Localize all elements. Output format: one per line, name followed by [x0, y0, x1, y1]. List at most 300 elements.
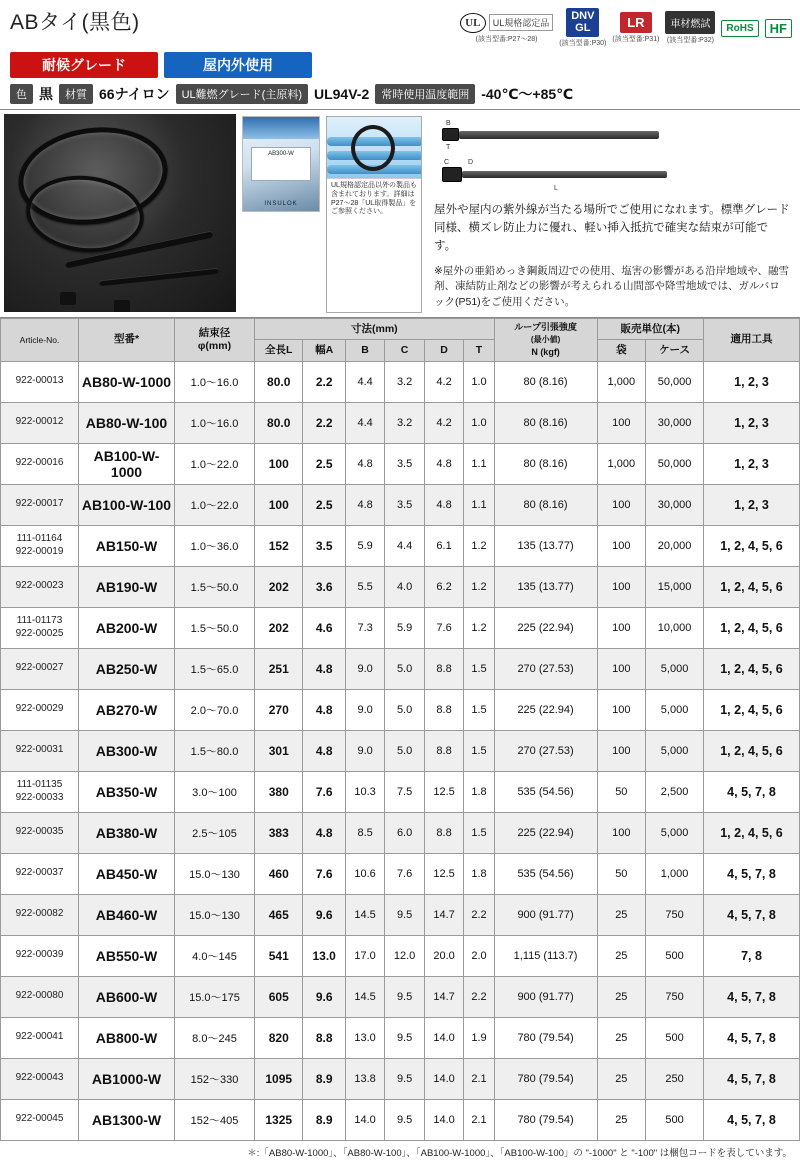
cell-model: AB300-W	[79, 730, 175, 771]
cell-pack-bag: 100	[597, 648, 646, 689]
cell-dim-t: 1.8	[464, 771, 494, 812]
cell-dim-b: 17.0	[345, 935, 384, 976]
spec-value-temp-range: -40℃～+85℃	[481, 86, 574, 103]
cell-model: AB460-W	[79, 894, 175, 935]
cell-article-no: 922-00013	[1, 361, 79, 402]
cell-dim-b: 4.4	[345, 361, 384, 402]
cell-diameter: 15.0～175	[175, 976, 255, 1017]
ul-certification-badge	[460, 13, 554, 44]
cell-diameter: 2.0～70.0	[175, 689, 255, 730]
spec-tag-material: 材質	[59, 84, 93, 104]
cell-loop-strength: 535 (54.56)	[494, 853, 597, 894]
cell-dim-t: 2.2	[464, 894, 494, 935]
cell-dim-t: 1.1	[464, 443, 494, 484]
cell-tools: 1, 2, 3	[704, 443, 800, 484]
cell-dim-c: 9.5	[385, 1058, 424, 1099]
cell-loop-strength: 80 (8.16)	[494, 402, 597, 443]
cell-dim-c: 5.0	[385, 730, 424, 771]
description-note: ※屋外の亜鉛めっき鋼鈑周辺での使用、塩害の影響がある沿岸地域や、融雪剤、凍結防止剤などの影響が考えられる山間部や降雪地域では、ガルバロック(P51)をご使用ください。	[434, 264, 789, 309]
cell-length: 1325	[255, 1099, 303, 1140]
cell-pack-case: 30,000	[646, 484, 704, 525]
cell-length: 1095	[255, 1058, 303, 1099]
cell-dim-d: 14.7	[424, 894, 463, 935]
cell-width-a: 2.2	[303, 361, 345, 402]
cell-dim-b: 9.0	[345, 648, 384, 689]
cell-pack-bag: 50	[597, 853, 646, 894]
cell-length: 80.0	[255, 402, 303, 443]
table-row	[1, 361, 800, 402]
cell-model: AB150-W	[79, 525, 175, 566]
product-spec-table	[0, 318, 800, 1141]
cell-dim-b: 14.0	[345, 1099, 384, 1140]
th-dim-l: 全長L	[255, 340, 303, 361]
cell-length: 820	[255, 1017, 303, 1058]
cell-article-no: 922-00039	[1, 935, 79, 976]
table-row	[1, 894, 800, 935]
spec-value-ul-grade: UL94V-2	[313, 86, 370, 103]
weather-grade-tag: 耐候グレード	[10, 52, 158, 78]
th-tools: 適用工具	[704, 318, 800, 361]
cell-dim-c: 3.2	[385, 361, 424, 402]
page-title: ABタイ(黒色)	[10, 11, 140, 34]
description-block	[426, 110, 800, 317]
ul-note-text: UL規格認定品以外の製品も含まれております。詳細はP27～28「UL取得製品」をご参照ください。	[331, 182, 417, 216]
cell-dim-c: 9.5	[385, 894, 424, 935]
cell-diameter: 1.0～36.0	[175, 525, 255, 566]
cell-model: AB80-W-1000	[79, 361, 175, 402]
cell-dim-t: 1.0	[464, 402, 494, 443]
cell-tools: 1, 2, 4, 5, 6	[704, 525, 800, 566]
cell-length: 100	[255, 443, 303, 484]
drawing-label-c: C	[444, 159, 450, 167]
cell-dim-c: 7.5	[385, 771, 424, 812]
cell-tools: 4, 5, 7, 8	[704, 771, 800, 812]
cell-pack-bag: 100	[597, 402, 646, 443]
cell-model: AB600-W	[79, 976, 175, 1017]
cell-width-a: 7.6	[303, 853, 345, 894]
table-row	[1, 976, 800, 1017]
cell-dim-d: 8.8	[424, 812, 463, 853]
cell-length: 100	[255, 484, 303, 525]
cell-pack-case: 500	[646, 1099, 704, 1140]
usage-grade-tag: 屋内外使用	[164, 52, 312, 78]
cell-pack-case: 2,500	[646, 771, 704, 812]
cell-article-no: 111-01164 922-00019	[1, 525, 79, 566]
cell-dim-c: 3.2	[385, 402, 424, 443]
cell-dim-b: 10.3	[345, 771, 384, 812]
ul-note: (該当型番:P27～28)	[475, 35, 538, 43]
cell-length: 605	[255, 976, 303, 1017]
table-row	[1, 1058, 800, 1099]
cell-tools: 1, 2, 3	[704, 402, 800, 443]
table-row	[1, 1099, 800, 1140]
cell-pack-bag: 25	[597, 976, 646, 1017]
cell-model: AB350-W	[79, 771, 175, 812]
cell-dim-c: 5.0	[385, 648, 424, 689]
cell-diameter: 3.0～100	[175, 771, 255, 812]
cell-dim-t: 1.0	[464, 361, 494, 402]
cell-width-a: 13.0	[303, 935, 345, 976]
cell-length: 152	[255, 525, 303, 566]
cell-dim-c: 3.5	[385, 484, 424, 525]
spec-tag-color: 色	[10, 84, 33, 104]
cell-article-no: 922-00082	[1, 894, 79, 935]
drawing-label-t: T	[446, 144, 451, 152]
cell-tools: 4, 5, 7, 8	[704, 1017, 800, 1058]
th-diameter: 結束径 φ(mm)	[175, 318, 255, 361]
cell-loop-strength: 1,115 (113.7)	[494, 935, 597, 976]
cell-dim-c: 7.6	[385, 853, 424, 894]
cell-dim-d: 8.8	[424, 648, 463, 689]
cell-diameter: 1.5～50.0	[175, 607, 255, 648]
cell-pack-case: 750	[646, 976, 704, 1017]
cell-width-a: 9.6	[303, 976, 345, 1017]
cell-width-a: 4.8	[303, 730, 345, 771]
grade-tags	[0, 48, 800, 78]
cell-model: AB100-W-1000	[79, 443, 175, 484]
cell-dim-c: 5.0	[385, 689, 424, 730]
cell-article-no: 111-01173 922-00025	[1, 607, 79, 648]
cell-model: AB100-W-100	[79, 484, 175, 525]
cell-pack-case: 15,000	[646, 566, 704, 607]
cell-width-a: 4.8	[303, 689, 345, 730]
cell-dim-c: 12.0	[385, 935, 424, 976]
cell-article-no: 922-00043	[1, 1058, 79, 1099]
spec-tag-ul-grade: UL難燃グレード(主原料)	[176, 84, 308, 104]
th-dim-a: 幅A	[303, 340, 345, 361]
table-row	[1, 730, 800, 771]
ul-icon: UL	[460, 13, 486, 33]
th-article-no: Article-No.	[1, 318, 79, 361]
flame-test-badge	[665, 11, 715, 45]
cell-dim-d: 20.0	[424, 935, 463, 976]
cell-dim-c: 3.5	[385, 443, 424, 484]
cell-pack-bag: 100	[597, 607, 646, 648]
table-row	[1, 935, 800, 976]
table-row	[1, 1017, 800, 1058]
lr-icon: LR	[620, 12, 651, 33]
cell-tools: 4, 5, 7, 8	[704, 894, 800, 935]
package-photo	[242, 116, 320, 212]
cell-tools: 4, 5, 7, 8	[704, 1099, 800, 1140]
cell-article-no: 922-00012	[1, 402, 79, 443]
cell-diameter: 1.5～80.0	[175, 730, 255, 771]
lr-certification-badge	[612, 12, 659, 44]
cell-dim-b: 9.0	[345, 730, 384, 771]
cell-model: AB1000-W	[79, 1058, 175, 1099]
ul-note-box	[326, 116, 422, 313]
cell-width-a: 9.6	[303, 894, 345, 935]
cell-width-a: 2.2	[303, 402, 345, 443]
th-pack-unit: 販売単位(本)	[597, 318, 704, 339]
cell-diameter: 15.0～130	[175, 894, 255, 935]
table-row	[1, 484, 800, 525]
cell-loop-strength: 900 (91.77)	[494, 976, 597, 1017]
cell-dim-t: 2.2	[464, 976, 494, 1017]
cell-loop-strength: 135 (13.77)	[494, 566, 597, 607]
th-model: 型番*	[79, 318, 175, 361]
cell-pack-case: 50,000	[646, 361, 704, 402]
page-header	[0, 0, 800, 48]
cell-model: AB80-W-100	[79, 402, 175, 443]
cell-diameter: 15.0～130	[175, 853, 255, 894]
cell-dim-t: 2.1	[464, 1099, 494, 1140]
cell-tools: 4, 5, 7, 8	[704, 853, 800, 894]
th-dim-c: C	[385, 340, 424, 361]
cell-dim-d: 12.5	[424, 771, 463, 812]
cell-loop-strength: 135 (13.77)	[494, 525, 597, 566]
cell-width-a: 7.6	[303, 771, 345, 812]
package-brand: INSULOK	[264, 201, 298, 208]
package-label: AB300-W	[251, 147, 311, 181]
media-band	[0, 110, 800, 318]
drawing-label-b: B	[446, 120, 451, 128]
cell-pack-bag: 100	[597, 566, 646, 607]
cell-dim-d: 6.1	[424, 525, 463, 566]
cell-dim-d: 8.8	[424, 730, 463, 771]
cell-model: AB270-W	[79, 689, 175, 730]
cell-dim-b: 5.9	[345, 525, 384, 566]
cell-pack-bag: 25	[597, 1017, 646, 1058]
cell-dim-t: 1.2	[464, 607, 494, 648]
cell-model: AB250-W	[79, 648, 175, 689]
cell-article-no: 922-00080	[1, 976, 79, 1017]
cell-tools: 4, 5, 7, 8	[704, 976, 800, 1017]
cell-diameter: 1.0～16.0	[175, 402, 255, 443]
cell-loop-strength: 80 (8.16)	[494, 443, 597, 484]
cell-width-a: 4.8	[303, 812, 345, 853]
table-row	[1, 689, 800, 730]
drawing-top-view	[434, 118, 724, 152]
cell-pack-bag: 100	[597, 689, 646, 730]
cell-dim-b: 4.8	[345, 484, 384, 525]
cell-width-a: 4.6	[303, 607, 345, 648]
table-row	[1, 853, 800, 894]
rohs-badge	[721, 20, 758, 37]
flame-test-icon: 車材燃試	[665, 11, 715, 34]
cell-dim-t: 2.0	[464, 935, 494, 976]
cell-pack-bag: 100	[597, 730, 646, 771]
cell-model: AB550-W	[79, 935, 175, 976]
cell-article-no: 922-00023	[1, 566, 79, 607]
th-dim-t: T	[464, 340, 494, 361]
cell-loop-strength: 80 (8.16)	[494, 484, 597, 525]
cell-diameter: 1.0～22.0	[175, 443, 255, 484]
cell-pack-case: 20,000	[646, 525, 704, 566]
cell-article-no: 922-00027	[1, 648, 79, 689]
cell-pack-case: 50,000	[646, 443, 704, 484]
cell-loop-strength: 780 (79.54)	[494, 1017, 597, 1058]
cell-dim-b: 14.5	[345, 894, 384, 935]
cell-length: 270	[255, 689, 303, 730]
spec-bar	[0, 78, 800, 110]
cell-pack-case: 750	[646, 894, 704, 935]
cell-pack-bag: 25	[597, 935, 646, 976]
cell-article-no: 922-00037	[1, 853, 79, 894]
cell-loop-strength: 225 (22.94)	[494, 812, 597, 853]
cell-model: AB1300-W	[79, 1099, 175, 1140]
cell-article-no: 922-00031	[1, 730, 79, 771]
lr-note: (該当型番:P31)	[612, 36, 660, 44]
cell-width-a: 8.9	[303, 1058, 345, 1099]
cell-diameter: 8.0～245	[175, 1017, 255, 1058]
cell-tools: 4, 5, 7, 8	[704, 1058, 800, 1099]
cell-article-no: 922-00035	[1, 812, 79, 853]
cell-pack-case: 250	[646, 1058, 704, 1099]
cell-tools: 1, 2, 4, 5, 6	[704, 607, 800, 648]
cell-dim-c: 9.5	[385, 976, 424, 1017]
drawing-label-l: L	[554, 185, 558, 193]
cell-dim-d: 4.8	[424, 443, 463, 484]
cell-dim-t: 1.9	[464, 1017, 494, 1058]
cell-dim-d: 14.7	[424, 976, 463, 1017]
cell-pack-case: 5,000	[646, 812, 704, 853]
cell-dim-d: 6.2	[424, 566, 463, 607]
cell-dim-d: 8.8	[424, 689, 463, 730]
cell-dim-t: 1.2	[464, 525, 494, 566]
cell-tools: 1, 2, 4, 5, 6	[704, 566, 800, 607]
cell-diameter: 1.0～16.0	[175, 361, 255, 402]
cell-tools: 1, 2, 4, 5, 6	[704, 812, 800, 853]
cell-loop-strength: 535 (54.56)	[494, 771, 597, 812]
cell-diameter: 1.5～50.0	[175, 566, 255, 607]
cell-tools: 1, 2, 4, 5, 6	[704, 730, 800, 771]
cell-dim-b: 7.3	[345, 607, 384, 648]
cell-dim-d: 14.0	[424, 1017, 463, 1058]
spec-value-material: 66ナイロン	[99, 86, 170, 103]
cell-dim-c: 5.9	[385, 607, 424, 648]
cell-width-a: 4.8	[303, 648, 345, 689]
cell-pack-bag: 1,000	[597, 443, 646, 484]
cell-model: AB800-W	[79, 1017, 175, 1058]
cell-article-no: 922-00029	[1, 689, 79, 730]
table-row	[1, 648, 800, 689]
cell-dim-d: 4.2	[424, 402, 463, 443]
cell-model: AB190-W	[79, 566, 175, 607]
cell-dim-b: 13.0	[345, 1017, 384, 1058]
cell-dim-d: 12.5	[424, 853, 463, 894]
th-loop-strength: ループ引張強度 (最小値) N (kgf)	[494, 318, 597, 361]
cell-dim-t: 2.1	[464, 1058, 494, 1099]
cell-loop-strength: 270 (27.53)	[494, 648, 597, 689]
cell-article-no: 922-00045	[1, 1099, 79, 1140]
cell-length: 202	[255, 607, 303, 648]
cell-width-a: 8.9	[303, 1099, 345, 1140]
cell-pack-case: 5,000	[646, 648, 704, 689]
cell-dim-b: 4.4	[345, 402, 384, 443]
cell-dim-t: 1.5	[464, 730, 494, 771]
dnv-gl-certification-badge	[559, 8, 606, 48]
cell-pack-bag: 100	[597, 812, 646, 853]
table-row	[1, 771, 800, 812]
cell-dim-c: 4.4	[385, 525, 424, 566]
cell-loop-strength: 780 (79.54)	[494, 1099, 597, 1140]
cell-pack-case: 5,000	[646, 730, 704, 771]
cell-pack-case: 500	[646, 1017, 704, 1058]
drawing-label-d: D	[468, 159, 474, 167]
th-pack-bag: 袋	[597, 340, 646, 361]
cell-model: AB380-W	[79, 812, 175, 853]
cell-length: 202	[255, 566, 303, 607]
spec-tag-temp-range: 常時使用温度範囲	[375, 84, 475, 104]
cell-length: 251	[255, 648, 303, 689]
cell-length: 301	[255, 730, 303, 771]
cell-pack-case: 5,000	[646, 689, 704, 730]
cell-length: 383	[255, 812, 303, 853]
cell-tools: 1, 2, 3	[704, 484, 800, 525]
th-dim-d: D	[424, 340, 463, 361]
rohs-icon: RoHS	[721, 20, 758, 37]
cell-dim-d: 14.0	[424, 1058, 463, 1099]
cell-diameter: 152～405	[175, 1099, 255, 1140]
th-pack-case: ケース	[646, 340, 704, 361]
cell-dim-d: 4.2	[424, 361, 463, 402]
cell-width-a: 2.5	[303, 484, 345, 525]
table-row	[1, 402, 800, 443]
cell-length: 380	[255, 771, 303, 812]
cell-dim-c: 9.5	[385, 1017, 424, 1058]
cell-dim-t: 1.5	[464, 648, 494, 689]
cell-dim-d: 4.8	[424, 484, 463, 525]
cell-model: AB200-W	[79, 607, 175, 648]
cell-loop-strength: 900 (91.77)	[494, 894, 597, 935]
application-illustration	[327, 117, 421, 179]
cell-pack-bag: 25	[597, 894, 646, 935]
table-row	[1, 443, 800, 484]
cell-dim-b: 13.8	[345, 1058, 384, 1099]
cell-dim-b: 4.8	[345, 443, 384, 484]
cell-pack-bag: 1,000	[597, 361, 646, 402]
cell-model: AB450-W	[79, 853, 175, 894]
cell-dim-c: 9.5	[385, 1099, 424, 1140]
cell-dim-d: 7.6	[424, 607, 463, 648]
cell-article-no: 922-00041	[1, 1017, 79, 1058]
cell-tools: 1, 2, 3	[704, 361, 800, 402]
cell-length: 80.0	[255, 361, 303, 402]
cell-dim-t: 1.5	[464, 812, 494, 853]
cell-tools: 7, 8	[704, 935, 800, 976]
cell-pack-case: 30,000	[646, 402, 704, 443]
cell-diameter: 152～330	[175, 1058, 255, 1099]
cell-loop-strength: 225 (22.94)	[494, 689, 597, 730]
dnv-gl-note: (該当型番:P30)	[559, 40, 607, 48]
cell-pack-case: 500	[646, 935, 704, 976]
cell-loop-strength: 80 (8.16)	[494, 361, 597, 402]
ul-label: UL規格認定品	[489, 14, 554, 31]
cell-pack-bag: 25	[597, 1058, 646, 1099]
halogen-free-icon: HF	[765, 19, 792, 38]
cell-length: 541	[255, 935, 303, 976]
halogen-free-badge	[765, 19, 792, 38]
cell-dim-d: 14.0	[424, 1099, 463, 1140]
cell-pack-case: 1,000	[646, 853, 704, 894]
cell-pack-bag: 25	[597, 1099, 646, 1140]
cell-dim-t: 1.5	[464, 689, 494, 730]
cell-loop-strength: 225 (22.94)	[494, 607, 597, 648]
table-head	[1, 318, 800, 361]
description-main: 屋外や屋内の紫外線が当たる場所でご使用になれます。標準グレード同様、横ズレ防止力に優れ、軽い挿入抵抗で確実な結束が可能です。	[434, 204, 790, 252]
cell-dim-b: 10.6	[345, 853, 384, 894]
cell-length: 460	[255, 853, 303, 894]
cell-dim-t: 1.1	[464, 484, 494, 525]
cell-loop-strength: 270 (27.53)	[494, 730, 597, 771]
dnv-gl-icon: DNV GL	[566, 8, 599, 37]
cell-loop-strength: 780 (79.54)	[494, 1058, 597, 1099]
table-body	[1, 361, 800, 1140]
product-photo	[4, 114, 236, 312]
table-footnote: ＊:「AB80-W-1000」、「AB80-W-100」、「AB100-W-1000」、「AB100-W-100」の "-1000" と "-100" は梱包コードを表しています。	[247, 1147, 792, 1159]
spec-value-color: 黒	[39, 86, 53, 103]
